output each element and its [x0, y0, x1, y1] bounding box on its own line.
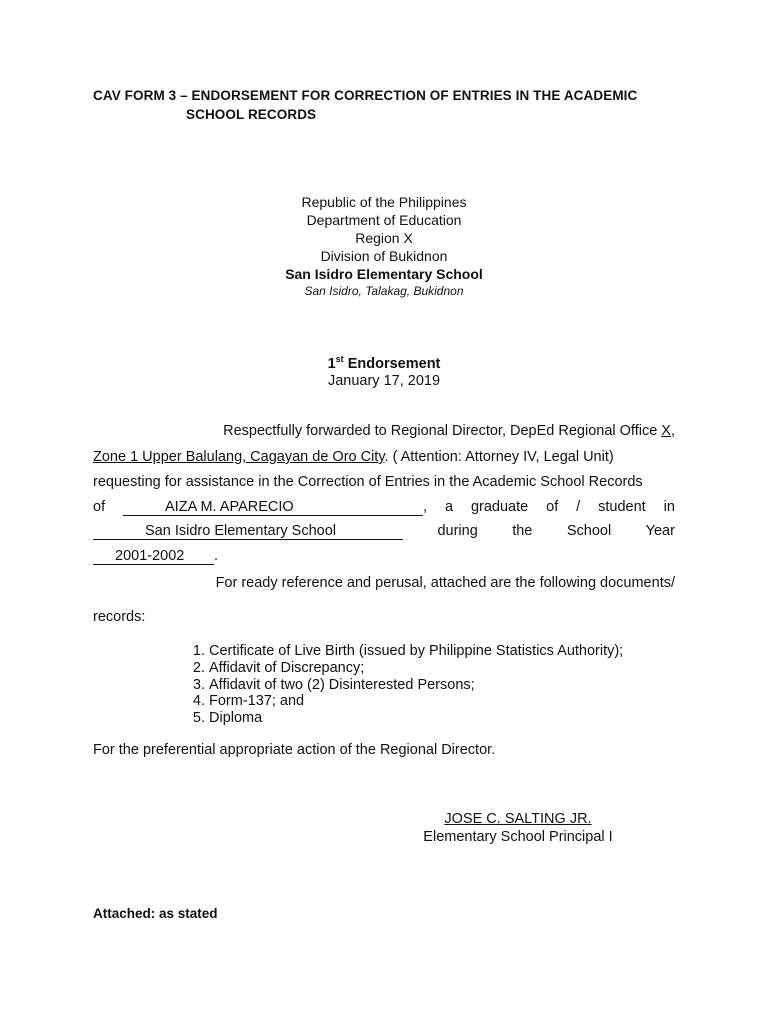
- endorsement-heading: [0, 356, 768, 390]
- school-year-blank: [93, 548, 214, 565]
- comma: ,: [670, 423, 675, 439]
- student-name-blank: [123, 499, 423, 516]
- comma: ,: [423, 499, 428, 515]
- letterhead-school-address: San Isidro, Talakag, Bukidnon: [304, 284, 464, 298]
- signatory-position: Elementary School Principal I: [423, 829, 613, 845]
- endorsement-date: January 17, 2019: [327, 373, 441, 389]
- body-line-4: [93, 499, 675, 516]
- letterhead-division: Division of Bukidnon: [320, 248, 448, 264]
- regional-office-address: Zone 1 Upper Balulang, Cagayan de Oro City: [93, 449, 385, 465]
- word: student: [598, 499, 646, 515]
- signatory-name: JOSE C. SALTING JR.: [444, 811, 592, 827]
- word: Year: [645, 523, 675, 539]
- endorsement-number: 1: [327, 356, 336, 372]
- word: of: [546, 499, 559, 515]
- word: the: [512, 523, 533, 539]
- endorsement-label: Endorsement: [347, 356, 441, 372]
- letterhead-school-name: San Isidro Elementary School: [285, 266, 483, 282]
- attached-note: Attached: as stated: [93, 906, 218, 921]
- school-year: 2001-2002: [115, 548, 185, 564]
- word: in: [663, 499, 675, 515]
- list-item: 3. Affidavit of two (2) Disinterested Persons;: [209, 677, 623, 694]
- endorsement-title: [0, 356, 768, 373]
- word: /: [576, 499, 581, 515]
- word: during: [437, 523, 478, 539]
- letterhead-republic: Republic of the Philippines: [301, 194, 467, 210]
- student-name-field: [123, 499, 427, 516]
- student-name: AIZA M. APARECIO: [165, 499, 294, 515]
- body-line-3: requesting for assistance in the Correction of Entries in the Academic School Records: [93, 474, 643, 490]
- list-item: 2. Affidavit of Discrepancy;: [209, 660, 623, 677]
- form-title: [93, 86, 637, 124]
- school-name: San Isidro Elementary School: [145, 523, 337, 539]
- list-item: 5. Diploma: [209, 710, 623, 727]
- school-name-blank: [93, 523, 403, 540]
- forwarding-text: Respectfully forwarded to Regional Director, DepEd Regional Office: [223, 423, 662, 439]
- body-line-1: [93, 423, 675, 440]
- word: a: [444, 499, 454, 515]
- records-label: records:: [93, 609, 146, 625]
- reference-line: For ready reference and perusal, attached are the following documents/: [215, 575, 675, 591]
- regional-office-number: X: [661, 423, 671, 439]
- period: .: [214, 548, 219, 564]
- documents-list: [185, 643, 623, 727]
- form-title-line-1: CAV FORM 3 – ENDORSEMENT FOR CORRECTION OF ENTRIES IN THE ACADEMIC: [93, 88, 638, 103]
- word: graduate: [470, 499, 529, 515]
- endorsement-ordinal-suffix: st: [335, 354, 344, 364]
- letterhead-department: Department of Education: [306, 212, 462, 228]
- signature-block: [400, 810, 636, 846]
- body-line-2: [93, 449, 675, 466]
- form-title-line-2: SCHOOL RECORDS: [186, 107, 317, 122]
- letterhead: [0, 193, 768, 300]
- attention-text: . ( Attention: Attorney IV, Legal Unit): [384, 449, 614, 465]
- list-item: 4. Form-137; and: [209, 693, 623, 710]
- closing-line: For the preferential appropriate action of the Regional Director.: [93, 742, 496, 758]
- letterhead-region: Region X: [355, 230, 413, 246]
- of-word: of: [93, 499, 106, 515]
- word: School: [566, 523, 612, 539]
- body-line-5: [93, 523, 675, 540]
- body-line-6: [93, 548, 675, 565]
- list-item: 1. Certificate of Live Birth (issued by Philippine Statistics Authority);: [209, 643, 623, 660]
